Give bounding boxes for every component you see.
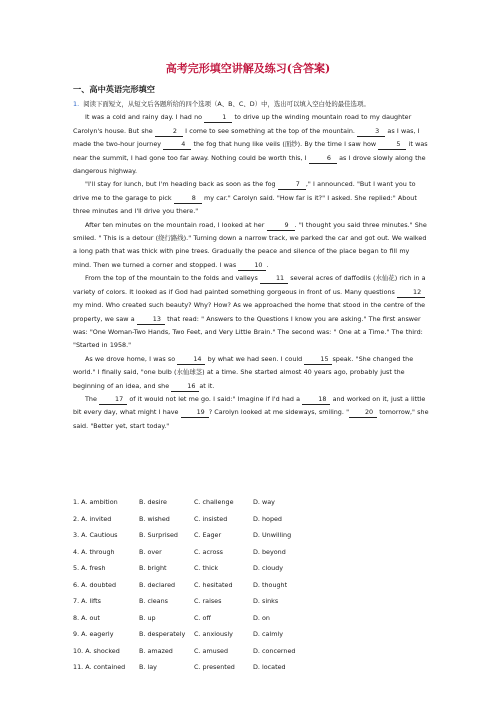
option-choice: B. desperately [139,630,186,638]
option-choice: 11. A. contained [73,663,126,671]
cloze-blank: 2 [155,127,183,137]
option-row [73,659,433,676]
option-row [73,511,433,528]
passage-text: my mind. Who created such beauty? Why? How? As we approached the home that stood in the centre of the property, we saw a [73,301,426,323]
cloze-blank: 18 [302,395,330,405]
passage-text: by what we had seen. I could [205,354,305,363]
option-row [73,610,433,627]
passage-text: that read: " Answers to the Questions I know you are asking." The first answer was: "One Woman-Two Hands, Two Feet, and Very Little Brain." The second was: " One at a Time." The third: "Started in 1958." [73,314,423,350]
instruction-text: 阅读下面短文，从短文后各题所给的四个选项（A、B、C、D）中，选出可以填入空白处的最佳选项。 [83,100,370,108]
option-choice: C. challenge [194,498,234,506]
passage-text: The [85,394,100,403]
cloze-blank: 16 [171,382,199,392]
passage-paragraph [73,353,429,393]
cloze-blank: 6 [309,154,337,164]
option-choice: 7. A. lifts [73,597,101,605]
option-choice: D. sinks [253,597,279,605]
passage-text: It was a cold and rainy day. I had no [85,113,205,122]
option-choice: 5. A. fresh [73,564,106,572]
option-choice: B. cleans [139,597,168,605]
option-choice: D. on [253,613,270,622]
cloze-blank: 19 [181,408,209,418]
passage-body [73,98,429,433]
passage-text: . "I thought you said three minutes." She smiled. " This is a detour (绕行路线)." Turning down a narrow track, we parked the car and got out. We walked a long path that was thick with pine trees. Gradually the peace and silence of the place began to fill my mind. Then we turned a corner and stopped. I was [73,220,427,269]
option-choice: B. wished [139,514,170,523]
cloze-blank: 3 [357,127,385,137]
cloze-blank: 8 [174,194,202,204]
cloze-blank: 1 [204,113,232,123]
option-choice: 4. A. through [73,547,115,556]
passage-text: ? Carolyn looked at me sideways, smiling. " [208,408,350,417]
passage-text: to drive up the winding mountain road to my daughter Carolyn's house. But she [73,113,412,135]
option-choice: C. off [194,613,211,622]
option-choice: C. presented [194,663,235,671]
option-choice: B. up [139,613,156,622]
passage-paragraph [73,272,429,352]
option-choice: D. cloudy [253,564,284,572]
option-choice: 9. A. eagerly [73,630,114,638]
cloze-blank: 4 [163,140,191,150]
passage-paragraph [73,393,429,433]
document-title: 高考完形填空讲解及练习(含答案) [165,62,331,75]
answer-options [73,494,433,676]
option-row [73,577,433,594]
option-choice: C. across [194,547,224,556]
passage-text: of it would not let me go. I said:" Imagine if I'd had a [127,394,303,403]
cloze-blank: 14 [177,355,205,365]
option-choice: 6. A. doubted [73,580,117,589]
passage-text: at it. [199,381,215,390]
option-choice: 10. A. shocked [73,646,120,655]
cloze-blank: 11 [260,274,288,284]
passage-paragraphs [73,111,429,433]
passage-text: my car." Carolyn said. "How far is it?" I asked. She replied:" About three minutes and I'll drive you there." [73,193,417,216]
passage-text: and worked on it, just a little bit every day, what might I have [73,394,426,417]
option-choice: C. Eager [194,531,222,539]
passage-paragraph [73,111,429,178]
passage-text: As we drove home, I was so [85,354,178,363]
option-choice: 8. A. out [73,613,100,622]
option-choice: D. calmly [253,630,283,638]
passage-text: it was near the summit, I had gone too far away. Nothing could be worth this, I [73,140,428,162]
option-row [73,593,433,610]
passage-paragraph [73,219,429,273]
option-choice: 1. A. ambition [73,498,118,506]
passage-text: "I'll stay for lunch, but I'm heading back as soon as the fog [85,180,278,189]
option-choice: 3. A. Cautious [73,531,118,539]
question-number: 1. [73,100,80,108]
section-heading: 一、高中英语完形填空 [73,84,155,94]
option-choice: C. raises [194,597,222,605]
question-instruction [73,98,429,111]
option-choice: C. thick [194,564,219,572]
cloze-blank: 17 [99,395,127,405]
option-choice: B. desire [139,498,167,506]
cloze-blank: 5 [378,140,406,150]
option-choice: C. anxiously [194,630,233,638]
option-row [73,626,433,643]
option-row [73,544,433,561]
option-choice: B. lay [139,663,157,671]
option-row [73,494,433,511]
option-choice: B. bright [139,564,167,572]
passage-text: tomorrow," she said. "Better yet, start today." [73,408,429,430]
passage-text: speak. "She changed the world." I finally said, "one bulb (水仙球茎) at a time. She started almost 40 years ago, probably just the beginning of an idea, and she [73,354,414,390]
passage-text: After ten minutes on the mountain road, I looked at her [85,220,267,229]
passage-paragraph [73,178,429,218]
option-choice: D. concerned [253,646,296,655]
cloze-blank: 12 [397,288,425,298]
passage-text: From the top of the mountain to the folds and valleys [85,274,261,283]
passage-text: as I was, I made the two-hour journey [73,126,420,149]
option-choice: D. hoped [253,514,282,523]
option-choice: C. hesitated [194,580,233,589]
option-row [73,643,433,660]
passage-text: several acres of daffodils (水仙花) rich in a variety of colors. It looked as if God had painted something gorgeous in front of us. Many questions [73,274,426,296]
option-choice: D. way [253,498,275,506]
passage-text: as I drove slowly along the dangerous highway. [73,153,426,176]
option-choice: D. thought [253,580,288,589]
option-choice: C. insisted [194,514,228,523]
option-choice: D. beyond [253,547,286,556]
option-choice: B. over [139,547,162,556]
passage-text: the fog that hung like veils (面纱). By the time I saw how [191,140,379,149]
cloze-blank: 20 [349,408,377,418]
option-choice: B. Surprised [139,531,178,539]
cloze-blank: 9 [267,221,295,231]
cloze-blank: 7 [278,180,306,190]
option-choice: B. declared [139,580,176,589]
cloze-blank: 10 [238,261,266,271]
passage-text: I come to see something at the top of the mountain. [182,126,358,135]
option-row [73,527,433,544]
cloze-blank: 13 [137,315,165,325]
passage-text: ," I announced. "But I want you to drive me to the garage to pick [73,180,416,202]
option-choice: B. amazed [139,646,173,655]
option-choice: 2. A. invited [73,514,112,523]
passage-text: . [266,260,269,269]
option-choice: D. Unwilling [253,531,292,539]
option-choice: D. located [253,663,286,671]
option-choice: C. amused [194,646,229,655]
option-row [73,560,433,577]
cloze-blank: 15 [304,355,332,365]
